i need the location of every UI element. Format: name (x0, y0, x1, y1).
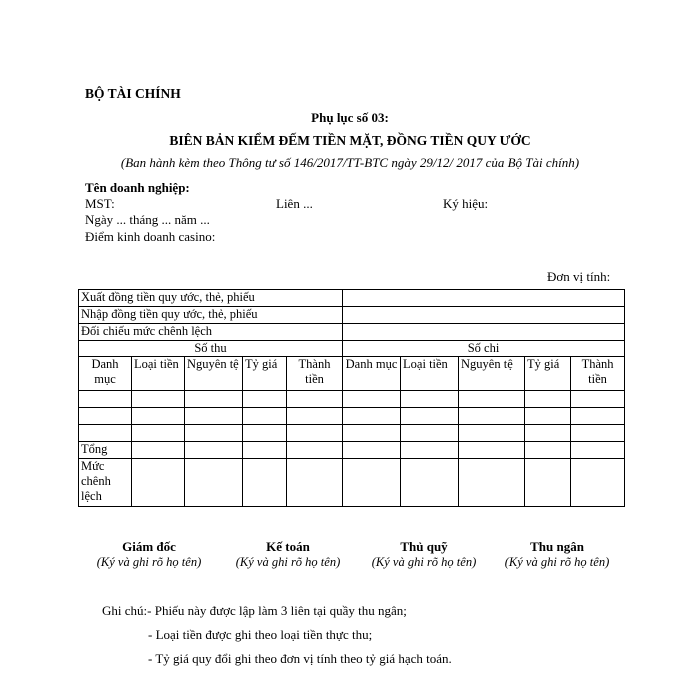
col-header-rate: Tỷ giá (243, 357, 287, 391)
payments-header: Số chi (343, 341, 625, 357)
col-header-original: Nguyên tệ (459, 357, 525, 391)
unit-label: Đơn vị tính: (547, 269, 611, 284)
signature-cashier (487, 539, 627, 571)
signature-note: (Ký và ghi rõ họ tên) (371, 555, 477, 569)
col-header-rate: Tỷ giá (525, 357, 571, 391)
copy-label: Liên ... (276, 196, 313, 211)
col-header-category: Danh mục (79, 357, 132, 391)
col-header-currency: Loại tiền (132, 357, 185, 391)
total-row (79, 442, 625, 459)
table-row (79, 391, 625, 408)
total-label: Tổng (79, 442, 132, 459)
company-name-label: Tên doanh nghiệp: (85, 180, 190, 195)
table-row (79, 425, 625, 442)
ministry-name: BỘ TÀI CHÍNH (85, 86, 181, 101)
signature-title: Thu ngân (530, 539, 584, 554)
col-header-category: Danh mục (343, 357, 401, 391)
row-label-import: Nhập đồng tiền quy ước, thẻ, phiếu (79, 307, 343, 324)
venue-label: Điểm kinh doanh casino: (85, 229, 216, 244)
difference-row (79, 459, 625, 507)
signature-title: Thủ quỹ (400, 539, 448, 554)
difference-label: Mức chênh lệch (79, 459, 132, 507)
table-row (79, 307, 625, 324)
date-label: Ngày ... tháng ... năm ... (85, 212, 210, 227)
signature-note: (Ký và ghi rõ họ tên) (504, 555, 610, 569)
appendix-label: Phụ lục số 03: (311, 110, 389, 125)
signature-director (79, 539, 219, 571)
signature-note: (Ký và ghi rõ họ tên) (96, 555, 202, 569)
symbol-label: Ký hiệu: (443, 196, 489, 211)
col-header-currency: Loại tiền (401, 357, 459, 391)
table-cell (343, 290, 625, 307)
table-cell (343, 324, 625, 341)
tax-code-label: MST: (85, 196, 115, 211)
signature-title: Kế toán (266, 539, 310, 554)
col-header-amount: Thành tiền (287, 357, 343, 391)
table-row (79, 290, 625, 307)
col-header-original: Nguyên tệ (185, 357, 243, 391)
document-subtitle: (Ban hành kèm theo Thông tư số 146/2017/TT-BTC ngày 29/12/ 2017 của Bộ Tài chính) (120, 155, 580, 170)
signature-accountant (218, 539, 358, 571)
table-row (79, 324, 625, 341)
note-line-2: - Loại tiền được ghi theo loại tiền thực thu; (148, 627, 373, 642)
signature-note: (Ký và ghi rõ họ tên) (235, 555, 341, 569)
cash-count-table (78, 289, 625, 507)
document-title: BIÊN BẢN KIỂM ĐẾM TIỀN MẶT, ĐỒNG TIỀN QUY ƯỚC (169, 133, 531, 148)
note-line-1: Ghi chú:- Phiếu này được lập làm 3 liên tại quầy thu ngân; (102, 603, 407, 618)
table-row (79, 341, 625, 357)
note-line-3: - Tỷ giá quy đổi ghi theo đơn vị tính theo tỷ giá hạch toán. (148, 651, 452, 666)
table-header-row (79, 357, 625, 391)
table-row (79, 408, 625, 425)
col-header-amount: Thành tiền (571, 357, 625, 391)
receipts-header: Số thu (79, 341, 343, 357)
row-label-export: Xuất đồng tiền quy ước, thẻ, phiếu (79, 290, 343, 307)
signature-treasurer (354, 539, 494, 571)
row-label-compare: Đối chiếu mức chênh lệch (79, 324, 343, 341)
signature-title: Giám đốc (122, 539, 176, 554)
table-cell (343, 307, 625, 324)
